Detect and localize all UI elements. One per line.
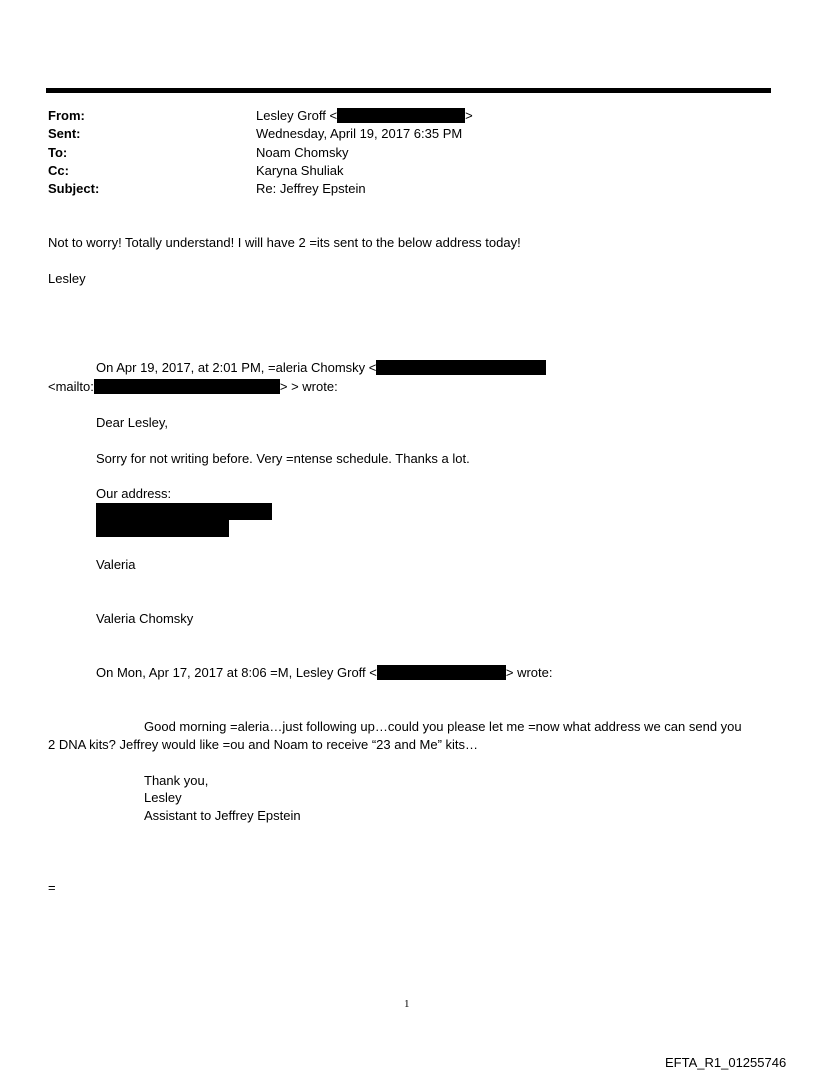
quote1-sign-first: Valeria: [96, 557, 136, 572]
quote1-sign-full: Valeria Chomsky: [96, 611, 194, 626]
quote2-intro-text: On Mon, Apr 17, 2017 at 8:06 =M, Lesley Groff <: [96, 665, 377, 680]
to-value: Noam Chomsky: [256, 145, 349, 160]
from-label: From:: [48, 108, 85, 123]
quote2-line-2: 2 DNA kits? Jeffrey would like =ou and Noam to receive “23 and Me” kits…: [48, 737, 479, 752]
quote2-name: Lesley: [144, 790, 182, 805]
quote1-intro: [96, 360, 546, 376]
address-redaction-line-2: [96, 520, 229, 537]
redaction-box: [94, 379, 280, 394]
subject-label: Subject:: [48, 181, 100, 196]
cc-value: Karyna Shuliak: [256, 163, 344, 178]
quote2-title: Assistant to Jeffrey Epstein: [144, 808, 301, 823]
to-label: To:: [48, 145, 68, 160]
page-number: 1: [404, 998, 410, 1010]
reply-signature: Lesley: [48, 271, 86, 286]
quote1-intro-end: > > wrote:: [279, 379, 338, 394]
trailing-equals: =: [48, 880, 56, 895]
from-name: Lesley Groff <: [256, 108, 338, 123]
redaction-box: [377, 665, 506, 680]
quote2-intro: [96, 665, 552, 681]
quote1-intro-text: On Apr 19, 2017, at 2:01 PM, =aleria Chomsky <: [96, 360, 377, 375]
redaction-box: [337, 108, 465, 123]
from-close: >: [465, 108, 473, 123]
from-value: [256, 108, 473, 124]
address-label: Our address:: [96, 486, 172, 501]
quote1-greeting: Dear Lesley,: [96, 415, 169, 430]
quote1-paragraph: Sorry for not writing before. Very =ntense schedule. Thanks a lot.: [96, 451, 470, 466]
header-rule: [46, 88, 771, 93]
sent-label: Sent:: [48, 126, 81, 141]
subject-value: Re: Jeffrey Epstein: [256, 181, 366, 196]
quote2-line-1: Good morning =aleria…just following up…could you please let me =now what address we can send you: [144, 719, 742, 734]
quote2-thanks: Thank you,: [144, 773, 209, 788]
mailto-prefix: <mailto:: [48, 379, 94, 394]
redaction-box: [376, 360, 546, 375]
document-id: EFTA_R1_01255746: [665, 1055, 787, 1070]
sent-value: Wednesday, April 19, 2017 6:35 PM: [256, 126, 463, 141]
cc-label: Cc:: [48, 163, 69, 178]
quote1-mailto-line: [48, 379, 338, 395]
quote2-intro-end: > wrote:: [505, 665, 553, 680]
address-redaction-line-1: [96, 503, 272, 520]
reply-line: Not to worry! Totally understand! I will have 2 =its sent to the below address today!: [48, 235, 521, 250]
